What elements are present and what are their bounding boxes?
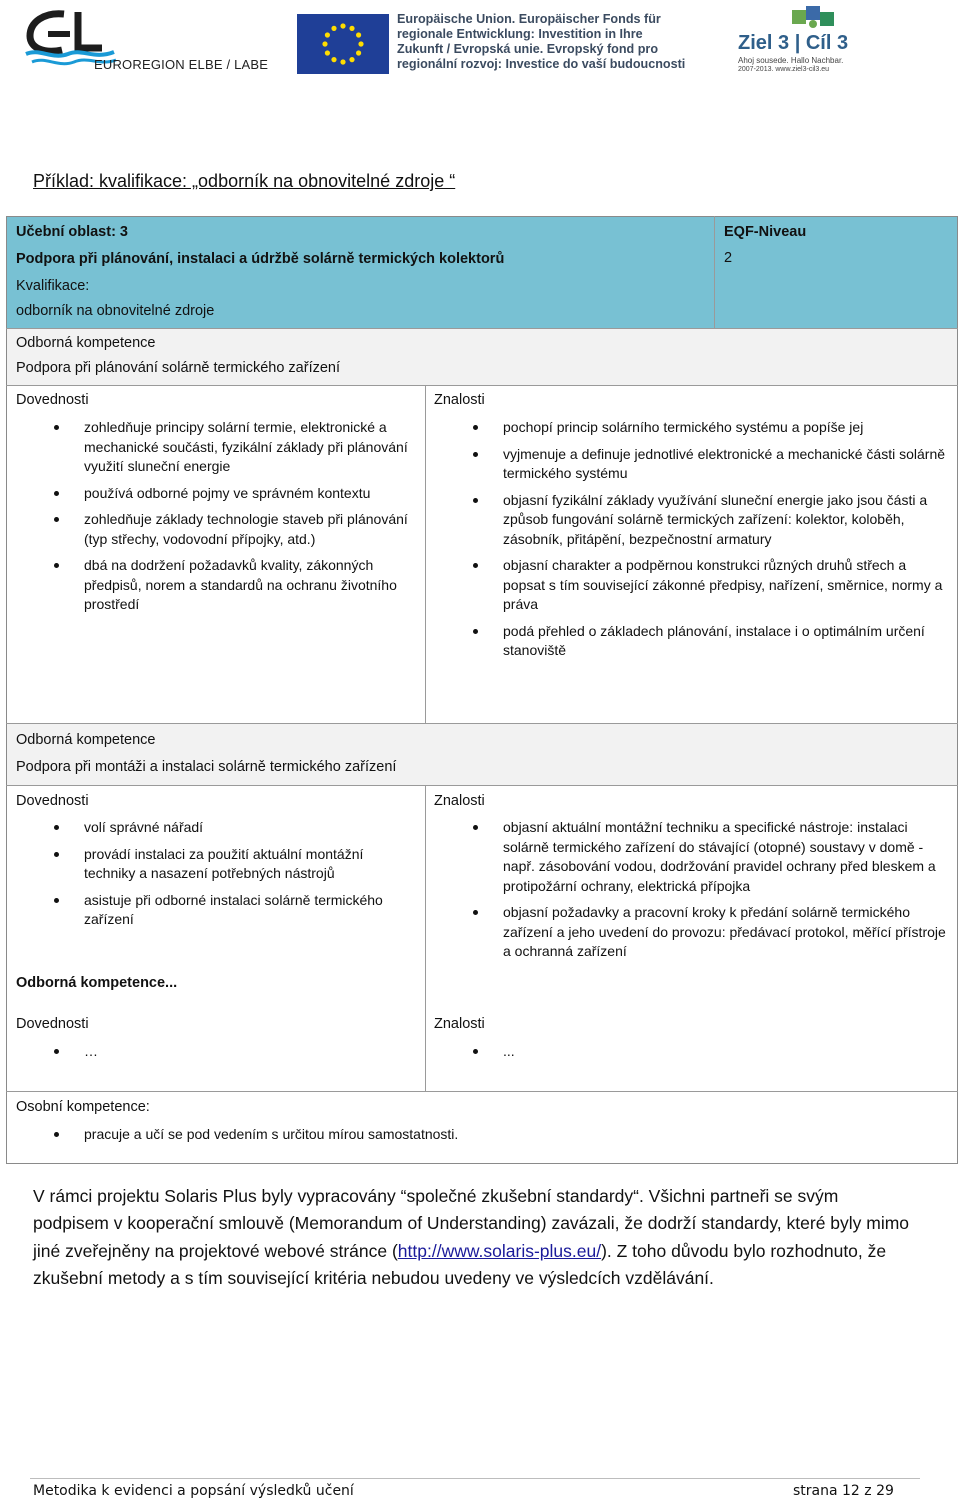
puzzle-icon bbox=[784, 4, 844, 34]
eu-stars-icon bbox=[297, 14, 389, 74]
footer-divider bbox=[30, 1478, 920, 1479]
kompetence-label: Odborná kompetence bbox=[16, 335, 156, 351]
divider bbox=[714, 216, 715, 328]
list-item: zohledňuje principy solární termie, elektronické a mechanické součásti, fyzikální základy při plánování využití sluneční energie bbox=[84, 418, 414, 477]
divider bbox=[6, 1091, 958, 1092]
eu-line: Zukunft / Evropská unie. Evropský fond pro bbox=[397, 42, 659, 56]
dovednosti-list bbox=[84, 818, 404, 930]
ziel-years: 2007-2013. www.ziel3-cil3.eu bbox=[738, 66, 830, 73]
oblast-name: Podpora při plánování, instalaci a údržbě solárně termických kolektorů bbox=[16, 251, 505, 267]
kompetence-name: Podpora při plánování solárně termického zařízení bbox=[16, 360, 341, 376]
znalosti-list bbox=[503, 818, 948, 962]
list-item: podá přehled o základech plánování, instalace i o optimálním určení stanoviště bbox=[503, 622, 948, 661]
list-item: provádí instalaci za použití aktuální montážní techniky a nasazení potřebných nástrojů bbox=[84, 845, 404, 884]
footer-title: Metodika k evidenci a popsání výsledků učení bbox=[33, 1483, 354, 1499]
znalosti-list bbox=[503, 418, 948, 661]
divider bbox=[6, 785, 958, 786]
divider bbox=[425, 385, 426, 723]
ziel-slogan: Ahoj sousede. Hallo Nachbar. bbox=[738, 56, 844, 65]
znalosti-label: Znalosti bbox=[434, 793, 485, 809]
dovednosti-list bbox=[84, 1042, 384, 1062]
ucebni-oblast: Učební oblast: 3 bbox=[16, 224, 128, 240]
list-item: asistuje při odborné instalaci solárně termického zařízení bbox=[84, 891, 404, 930]
dovednosti-list bbox=[84, 418, 414, 615]
list-item: používá odborné pojmy ve správném kontextu bbox=[84, 484, 414, 504]
znalosti-label: Znalosti bbox=[434, 1016, 485, 1032]
paragraph-text: V rámci projektu Solaris Plus byly vypracovány “společné zkušební standardy“. Všichni partneři se svým podpisem v kooperační smlouvě (Memorandum of Understanding) zavázali, že dodrží standardy, které byly mimo jiné zveřejněny na projektové webové stránce ( bbox=[33, 1186, 910, 1261]
solaris-link[interactable]: http://www.solaris-plus.eu/ bbox=[397, 1240, 602, 1261]
list-item: pracuje a učí se pod vedením s určitou mírou samostatnosti. bbox=[84, 1125, 784, 1145]
list-item: objasní požadavky a pracovní kroky k předání solárně termického zařízení a jeho uvedení do provozu: předávací protokol, měřící přístroje a ochranná zařízení bbox=[503, 903, 948, 962]
eu-line: regionální rozvoj: Investice do vaší budoucnosti bbox=[397, 57, 686, 71]
kvalifikace-value: odborník na obnovitelné zdroje bbox=[16, 303, 215, 319]
list-item: objasní charakter a podpěrnou konstrukci různých druhů střech a popsat s tím související zákonné předpisy, nařízení, směrnice, normy a práva bbox=[503, 556, 948, 615]
divider bbox=[6, 328, 958, 329]
eu-line: regionale Entwicklung: Investition in Ihre bbox=[397, 27, 643, 41]
list-item: objasní fyzikální základy využívání sluneční energie jako jsou části a způsob fungování solárně termických zařízení: kolektor, koloběh, zásobník, přitápění, bezpečnostní armatury bbox=[503, 491, 948, 550]
page-title: Příklad: kvalifikace: „odborník na obnovitelné zdroje “ bbox=[33, 171, 456, 191]
osobni-list bbox=[84, 1125, 784, 1145]
eqf-value: 2 bbox=[724, 250, 733, 266]
eu-line: Europäische Union. Europäischer Fonds für bbox=[397, 12, 661, 26]
body-paragraph bbox=[33, 1183, 913, 1292]
znalosti-list bbox=[503, 1042, 803, 1062]
list-item: pochopí princip solárního termického systému a popíše jej bbox=[503, 418, 948, 438]
divider bbox=[6, 723, 958, 724]
kompetence-label: Odborná kompetence bbox=[16, 732, 156, 748]
list-item: zohledňuje základy technologie staveb při plánování (typ střechy, vodovodní přípojky, atd.) bbox=[84, 510, 414, 549]
list-item: ... bbox=[503, 1042, 803, 1062]
kvalifikace-label: Kvalifikace: bbox=[16, 278, 90, 294]
divider bbox=[425, 785, 426, 1091]
dovednosti-label: Dovednosti bbox=[16, 392, 89, 408]
znalosti-label: Znalosti bbox=[434, 392, 485, 408]
list-item: vyjmenuje a definuje jednotlivé elektronické a mechanické části solárně termického systému bbox=[503, 445, 948, 484]
osobni-label: Osobní kompetence: bbox=[16, 1099, 150, 1115]
ziel-title: Ziel 3 | Cíl 3 bbox=[738, 32, 849, 54]
eqf-label: EQF-Niveau bbox=[724, 224, 807, 240]
list-item: volí správné nářadí bbox=[84, 818, 404, 838]
list-item: dbá na dodržení požadavků kvality, zákonných předpisů, norem a standardů na ochranu životního prostředí bbox=[84, 556, 414, 615]
list-item: objasní aktuální montážní techniku a specifické nástroje: instalaci solárně termického zařízení do stávající (otopné) soustavy v domě - např. zásobování vodou, dodržování pravidel ochrany před bleskem a protipožární ochrany, elektrická přípojka bbox=[503, 818, 948, 896]
eu-fund-text bbox=[397, 12, 697, 72]
kompetence-label: Odborná kompetence... bbox=[16, 975, 178, 991]
paragraph-text: ). Z toho důvodu bylo rozhodnuto, že zkušební metody a s tím související kritéria nebudou uvedeny ve výsledcích vzdělávání. bbox=[33, 1240, 887, 1288]
eu-flag bbox=[297, 14, 389, 74]
page-number: strana 12 z 29 bbox=[793, 1483, 894, 1499]
list-item: … bbox=[84, 1042, 384, 1062]
euroregion-text: EUROREGION ELBE / LABE bbox=[94, 57, 269, 72]
divider bbox=[6, 385, 958, 386]
ziel3-logo bbox=[736, 4, 886, 76]
dovednosti-label: Dovednosti bbox=[16, 1016, 89, 1032]
dovednosti-label: Dovednosti bbox=[16, 793, 89, 809]
euroregion-logo bbox=[22, 8, 269, 78]
kompetence-name: Podpora při montáži a instalaci solárně termického zařízení bbox=[16, 759, 397, 775]
